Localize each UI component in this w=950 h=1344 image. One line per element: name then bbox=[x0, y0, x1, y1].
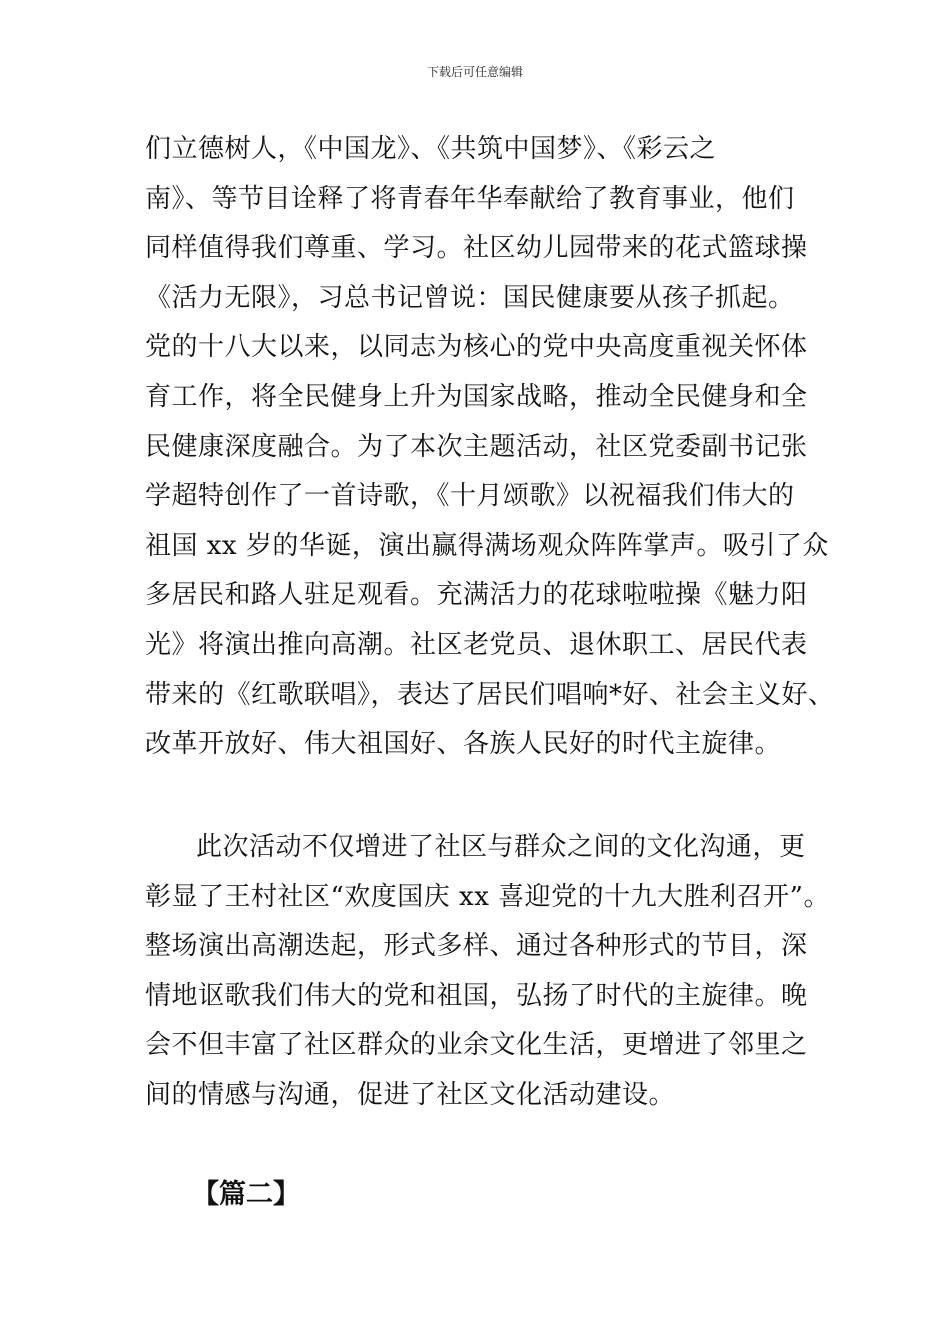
text-line: 情地讴歌我们伟大的党和祖国，弘扬了时代的主旋律。晚 bbox=[145, 980, 808, 1011]
text-line: 学超特创作了一首诗歌，《十月颂歌》以祝福我们伟大的 bbox=[145, 481, 795, 512]
text-line: 会不但丰富了社区群众的业余文化生活，更增进了邻里之 bbox=[145, 1030, 808, 1061]
text-line: 民健康深度融合。为了本次主题活动，社区党委副书记张 bbox=[145, 431, 808, 462]
section-heading: 【篇二】 bbox=[192, 1179, 300, 1210]
text-line: 此次活动不仅增进了社区与群众之间的文化沟通，更 bbox=[143, 832, 806, 862]
text-line: 同样值得我们尊重、学习。社区幼儿园带来的花式篮球操 bbox=[145, 233, 808, 264]
text-line: 南》、等节目诠释了将青春年华奉献给了教育事业，他们 bbox=[145, 183, 795, 214]
text-line: 多居民和路人驻足观看。充满活力的花球啦啦操《魅力阳 bbox=[145, 580, 808, 611]
text-line: 育工作，将全民健身上升为国家战略，推动全民健身和全 bbox=[145, 381, 808, 412]
download-note-header: 下载后可任意编辑 bbox=[426, 65, 523, 79]
text-line: 党的十八大以来，以同志为核心的党中央高度重视关怀体 bbox=[145, 332, 808, 363]
text-line: 间的情感与沟通，促进了社区文化活动建设。 bbox=[145, 1079, 676, 1110]
paragraph-1 bbox=[145, 125, 835, 770]
paragraph-2 bbox=[145, 823, 835, 1121]
text-line: 整场演出高潮迭起，形式多样、通过各种形式的节目，深 bbox=[145, 931, 808, 962]
text-line: 光》将演出推向高潮。社区老党员、退休职工、居民代表 bbox=[145, 629, 808, 660]
text-line: 改革开放好、伟大祖国好、各族人民好的时代主旋律。 bbox=[145, 729, 782, 760]
text-line: 带来的《红歌联唱》，表达了居民们唱响*好、社会主义好、 bbox=[145, 679, 835, 710]
text-line: 祖国 xx 岁的华诞，演出赢得满场观众阵阵掌声。吸引了众 bbox=[145, 530, 829, 561]
text-line: 《活力无限》，习总书记曾说：国民健康要从孩子抓起。 bbox=[145, 282, 795, 313]
text-line: 彰显了王村社区“欢度国庆 xx 喜迎党的十九大胜利召开”。 bbox=[145, 881, 830, 912]
text-line: 们立德树人，《中国龙》、《共筑中国梦》、《彩云之 bbox=[145, 134, 717, 164]
